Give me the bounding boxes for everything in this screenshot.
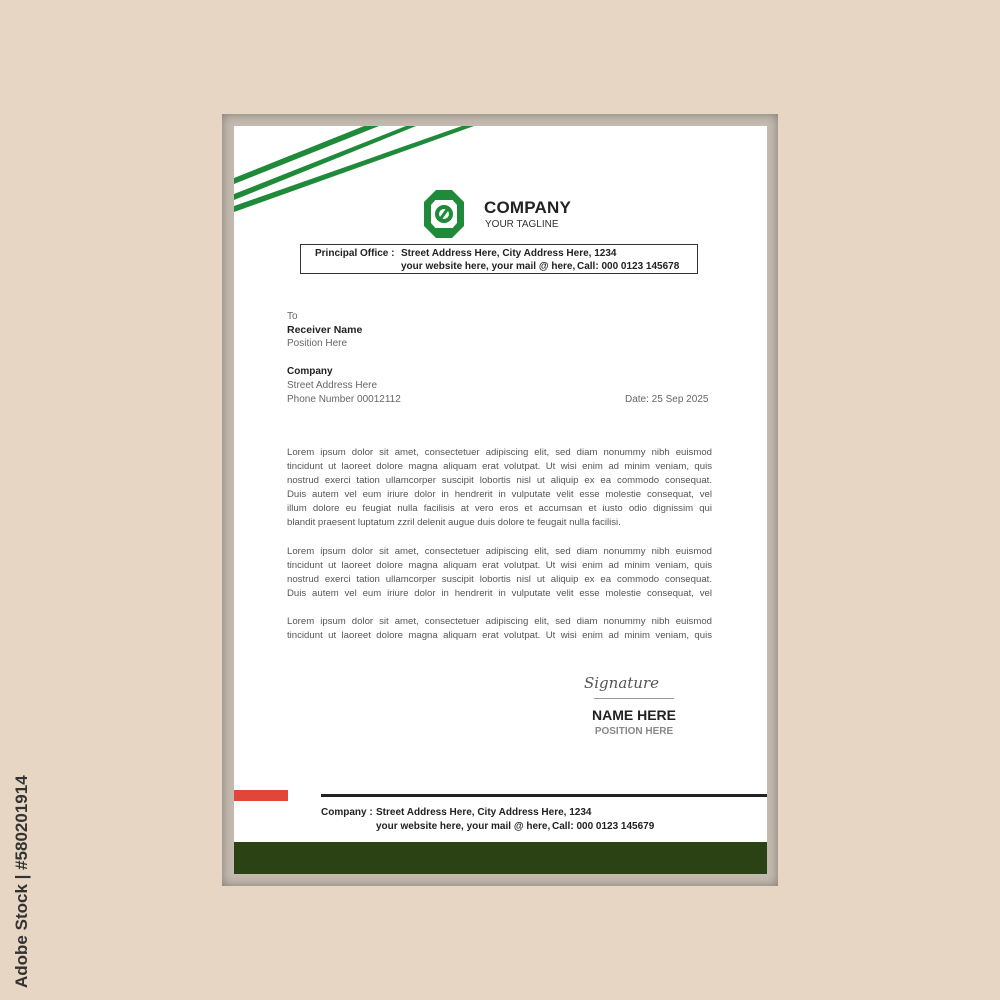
receiver-street: Street Address Here [287, 380, 378, 391]
body-paragraph-2 [287, 545, 712, 601]
paragraph-line: tincidunt ut laoreet dolore magna aliquam erat volutpat. Ut wisi enim ad minim veniam, quis [287, 560, 712, 571]
paragraph-line: Lorem ipsum dolor sit amet, consectetuer adipiscing elit, sed diam nonummy nibh euismod [287, 447, 712, 458]
octagon-logo-icon [424, 188, 464, 240]
signature-script: Signature [583, 674, 659, 692]
signer-name: NAME HERE [591, 707, 676, 723]
paragraph-line: nostrud exerci tation ullamcorper suscipit lobortis nisl ut aliquip ex ea commodo consequat. [287, 475, 712, 486]
paragraph-line: tincidunt ut laoreet dolore magna aliquam erat volutpat. Ut wisi enim ad minim veniam, quis [287, 630, 712, 641]
paragraph-line: Duis autem vel eum iriure dolor in hendrerit in vulputate velit esse molestie consequat, vel [287, 588, 712, 599]
office-contact: your website here, your mail @ here, [401, 261, 576, 272]
footer-divider [321, 794, 767, 797]
paragraph-line: Duis autem vel eum iriure dolor in hendrerit in vulputate velit esse molestie consequat, vel [287, 489, 712, 500]
footer-contact: your website here, your mail @ here, [376, 821, 551, 832]
stripe-1 [234, 126, 379, 184]
stock-id-label: Adobe Stock | #580201914 [12, 775, 31, 988]
to-label: To [287, 311, 298, 322]
paragraph-line: Lorem ipsum dolor sit amet, consectetuer adipiscing elit, sed diam nonummy nibh euismod [287, 546, 712, 557]
footer-red-accent [234, 790, 288, 801]
receiver-name: Receiver Name [287, 324, 363, 336]
office-call: Call: 000 0123 145678 [577, 261, 680, 272]
letter-date: Date: 25 Sep 2025 [625, 394, 709, 405]
company-name: COMPANY [484, 198, 572, 217]
footer-company-label: Company : [321, 807, 373, 818]
letterhead-page [234, 126, 767, 874]
company-tagline: YOUR TAGLINE [485, 219, 559, 230]
footer-band [234, 842, 767, 874]
principal-office-box [300, 244, 698, 274]
body-paragraph-3 [287, 615, 712, 643]
receiver-position: Position Here [287, 338, 348, 349]
stripe-2 [234, 126, 416, 200]
signer-position: POSITION HERE [594, 726, 674, 737]
signature-line [594, 698, 674, 699]
paragraph-line: nostrud exerci tation ullamcorper suscipit lobortis nisl ut aliquip ex ea commodo consequat. [287, 574, 712, 585]
paragraph-line: blandit praesent luptatum zzril delenit augue duis dolore te feugait nulla facilisi. [287, 517, 621, 528]
paragraph-line: tincidunt ut laoreet dolore magna aliquam erat volutpat. Ut wisi enim ad minim veniam, quis [287, 461, 712, 472]
receiver-phone: Phone Number 00012112 [287, 394, 401, 405]
footer-call: Call: 000 0123 145679 [552, 821, 655, 832]
body-paragraph-1 [287, 446, 712, 530]
receiver-company: Company [287, 366, 333, 377]
office-address: Street Address Here, City Address Here, 1234 [401, 248, 617, 259]
paragraph-line: illum dolore eu feugiat nulla facilisis at vero eros et accumsan et iusto odio dignissim qui [287, 503, 712, 514]
office-label: Principal Office : [315, 248, 395, 259]
paragraph-line: Lorem ipsum dolor sit amet, consectetuer adipiscing elit, sed diam nonummy nibh euismod [287, 616, 712, 627]
footer-address: Street Address Here, City Address Here, 1234 [376, 807, 592, 818]
